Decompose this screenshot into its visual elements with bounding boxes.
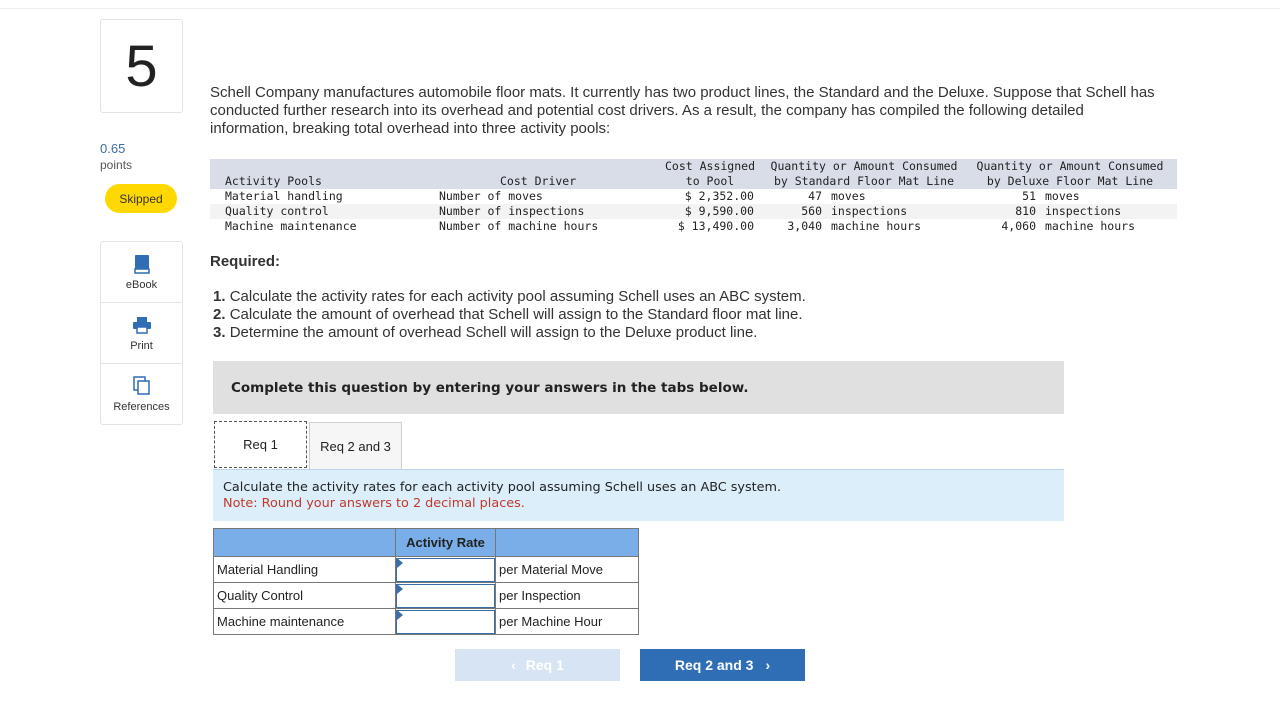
quality-control-rate-input[interactable] [396,584,495,608]
material-handling-rate-input[interactable] [396,558,495,582]
machine-maintenance-rate-input[interactable] [396,610,495,634]
tab-req-1[interactable]: Req 1 [214,421,307,468]
row2-std-qty: 560 [801,204,822,218]
required-heading: Required: [210,253,281,270]
top-divider [0,8,1280,9]
chevron-left-icon: ‹ [511,657,516,673]
row2-dlx-unit: inspections [1045,204,1122,218]
tab-instructions [213,470,1064,521]
row3-pool: Machine maintenance [225,219,357,233]
table-row [214,583,639,609]
header-blank-cell [214,529,396,557]
rate-input-cell [396,557,496,583]
requirement-item [213,306,806,324]
problem-intro: Schell Company manufactures automobile floor mats. It currently has two product lines, the Standard and the Deluxe. Suppose that Schell has conducted further research into its overhead and potential cost drivers. As a result, the company has compiled the following detailed information, breaking total overhead into three activity pools: [210,84,1155,137]
header-activity-rate: Activity Rate [396,529,496,557]
row2-pool: Quality control [225,204,329,218]
requirement-text: Calculate the amount of overhead that Schell will assign to the Standard floor mat line. [229,306,803,323]
points-value: 0.65 [100,141,126,156]
row2-dlx-qty: 810 [1015,204,1036,218]
requirement-item [213,324,806,342]
row1-cost: $ 2,352.00 [684,189,754,203]
rate-input-cell [396,609,496,635]
header-cost-assigned-1: Cost Assigned [664,159,755,173]
table-row [214,557,639,583]
row2-driver: Number of inspections [439,204,585,218]
requirement-number: 1. [213,288,226,305]
row1-std-unit: moves [831,189,866,203]
ebook-label: eBook [125,278,158,291]
next-req-button[interactable] [640,649,805,681]
row1-dlx-qty: 51 [1022,189,1036,203]
row3-dlx-qty: 4,060 [1001,219,1036,233]
points-info [100,141,132,173]
row1-dlx-unit: moves [1045,189,1080,203]
book-icon [132,254,152,274]
row-label: Quality Control [214,583,396,609]
input-marker-icon [397,610,403,620]
question-number: 5 [100,19,183,113]
requirement-number: 3. [213,324,226,341]
row3-driver: Number of machine hours [439,219,599,233]
prev-req-button[interactable] [455,649,620,681]
print-button[interactable] [101,303,182,364]
row-unit: per Material Move [496,557,639,583]
header-deluxe-2: by Deluxe Floor Mat Line [986,174,1154,188]
tab-req-2-and-3[interactable]: Req 2 and 3 [309,422,402,469]
row-unit: per Inspection [496,583,639,609]
prev-req-label: Req 1 [525,657,564,673]
printer-icon [132,315,152,335]
requirement-number: 2. [213,306,226,323]
rate-input-cell [396,583,496,609]
row3-cost: $ 13,490.00 [677,219,754,233]
rounding-note: Note: Round your answers to 2 decimal places. [223,496,525,511]
points-label: points [100,158,133,172]
header-cost-assigned-2: to Pool [685,174,735,188]
requirement-item [213,288,806,306]
print-label: Print [130,339,153,352]
status-badge: Skipped [105,184,177,213]
row-label: Machine maintenance [214,609,396,635]
row1-std-qty: 47 [808,189,822,203]
row-unit: per Machine Hour [496,609,639,635]
input-marker-icon [397,584,403,594]
row-label: Material Handling [214,557,396,583]
row3-std-unit: machine hours [831,219,922,233]
row1-pool: Material handling [225,189,343,203]
requirement-text: Calculate the activity rates for each activity pool assuming Schell uses an ABC system. [229,288,806,305]
row2-std-unit: inspections [831,204,908,218]
copy-icon [132,376,152,396]
row3-std-qty: 3,040 [787,219,822,233]
row2-cost: $ 9,590.00 [684,204,754,218]
requirements-list [213,288,806,342]
header-deluxe-1: Quantity or Amount Consumed [976,159,1164,173]
header-unit-cell [496,529,639,557]
references-label: References [113,400,170,413]
ebook-button[interactable] [101,242,182,303]
row3-dlx-unit: machine hours [1045,219,1136,233]
table-row [214,609,639,635]
next-req-label: Req 2 and 3 [674,657,754,673]
input-marker-icon [397,558,403,568]
references-button[interactable] [101,364,182,424]
table-header-row [214,529,639,557]
header-cost-driver: Cost Driver [500,174,577,188]
row1-driver: Number of moves [439,189,543,203]
header-standard-1: Quantity or Amount Consumed [770,159,958,173]
chevron-right-icon: › [765,657,771,673]
requirement-text: Determine the amount of overhead Schell will assign to the Deluxe product line. [229,324,758,341]
tools-panel [100,241,183,425]
header-standard-2: by Standard Floor Mat Line [773,174,954,188]
header-activity-pools: Activity Pools [225,174,322,188]
activity-rate-table [213,528,639,635]
banner-text: Complete this question by entering your answers in the tabs below. [231,379,749,396]
instruction-text: Calculate the activity rates for each activity pool assuming Schell uses an ABC system. [223,480,782,495]
instructions-banner [213,361,1064,414]
